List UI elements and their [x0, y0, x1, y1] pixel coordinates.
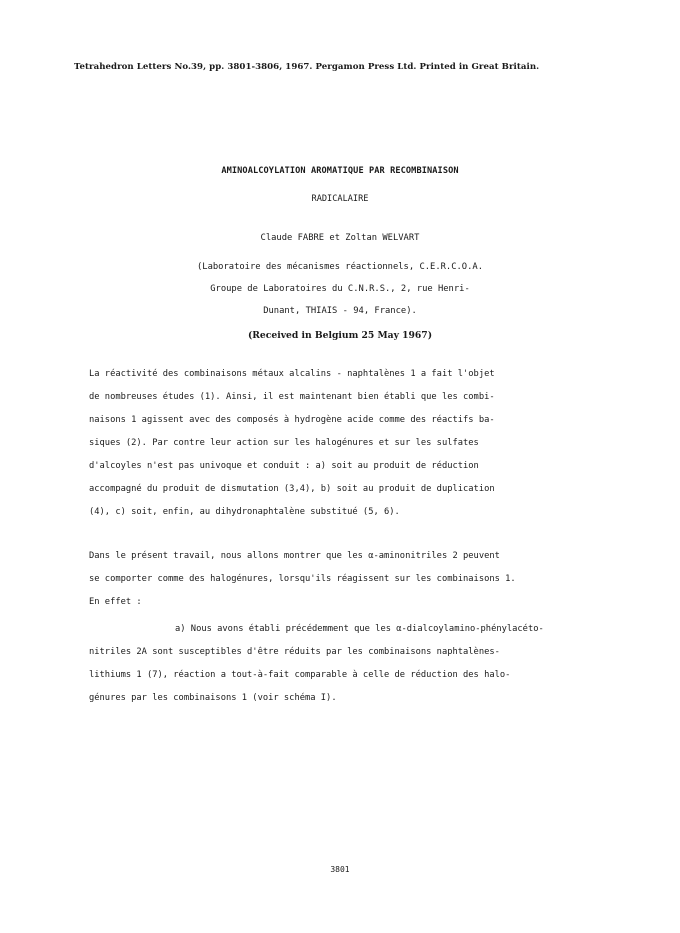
paragraph-line: accompagné du produit de dismutation (3,4), b) soit au produit de duplication [89, 484, 495, 494]
paragraph-line: Dans le présent travail, nous allons montrer que les α-aminonitriles 2 peuvent [89, 551, 500, 561]
paragraph-line: génures par les combinaisons 1 (voir schéma I). [89, 693, 337, 703]
paragraph-line: de nombreuses études (1). Ainsi, il est maintenant bien établi que les combi- [89, 392, 495, 402]
paragraph-line: naisons 1 agissent avec des composés à hydrogène acide comme des réactifs ba- [89, 415, 495, 425]
paragraph-line: se comporter comme des halogénures, lorsqu'ils réagissent sur les combinaisons 1. [89, 574, 516, 584]
affiliation-line: Groupe de Laboratoires du C.N.R.S., 2, rue Henri- [210, 284, 470, 294]
affiliation-line: (Laboratoire des mécanismes réactionnels, C.E.R.C.O.A. [197, 262, 483, 272]
article-title-continued: RADICALAIRE [311, 194, 369, 204]
paragraph-line: a) Nous avons établi précédemment que les α-dialcoylamino-phénylacéto- [175, 624, 544, 634]
affiliation-line: Dunant, THIAIS - 94, France). [263, 306, 417, 316]
paragraph-line: siques (2). Par contre leur action sur les halogénures et sur les sulfates [89, 438, 479, 448]
paragraph-line: lithiums 1 (7), réaction a tout-à-fait comparable à celle de réduction des halo- [89, 670, 511, 680]
page-number: 3801 [330, 865, 350, 874]
paragraph-line: En effet : [89, 597, 142, 607]
received-date: (Received in Belgium 25 May 1967) [247, 330, 433, 341]
authors: Claude FABRE et Zoltan WELVART [260, 233, 420, 243]
paragraph-line: La réactivité des combinaisons métaux alcalins - naphtalènes 1 a fait l'objet [89, 369, 495, 379]
article-title: AMINOALCOYLATION AROMATIQUE PAR RECOMBINAISON [221, 166, 459, 176]
journal-header: Tetrahedron Letters No.39, pp. 3801-3806, 1967. Pergamon Press Ltd. Printed in Great Britain. [74, 62, 540, 72]
paragraph-line: nitriles 2A sont susceptibles d'être réduits par les combinaisons naphtalènes- [89, 647, 500, 657]
paragraph-line: (4), c) soit, enfin, au dihydronaphtalène substitué (5, 6). [89, 507, 400, 517]
paragraph-line: d'alcoyles n'est pas univoque et conduit : a) soit au produit de réduction [89, 461, 479, 471]
